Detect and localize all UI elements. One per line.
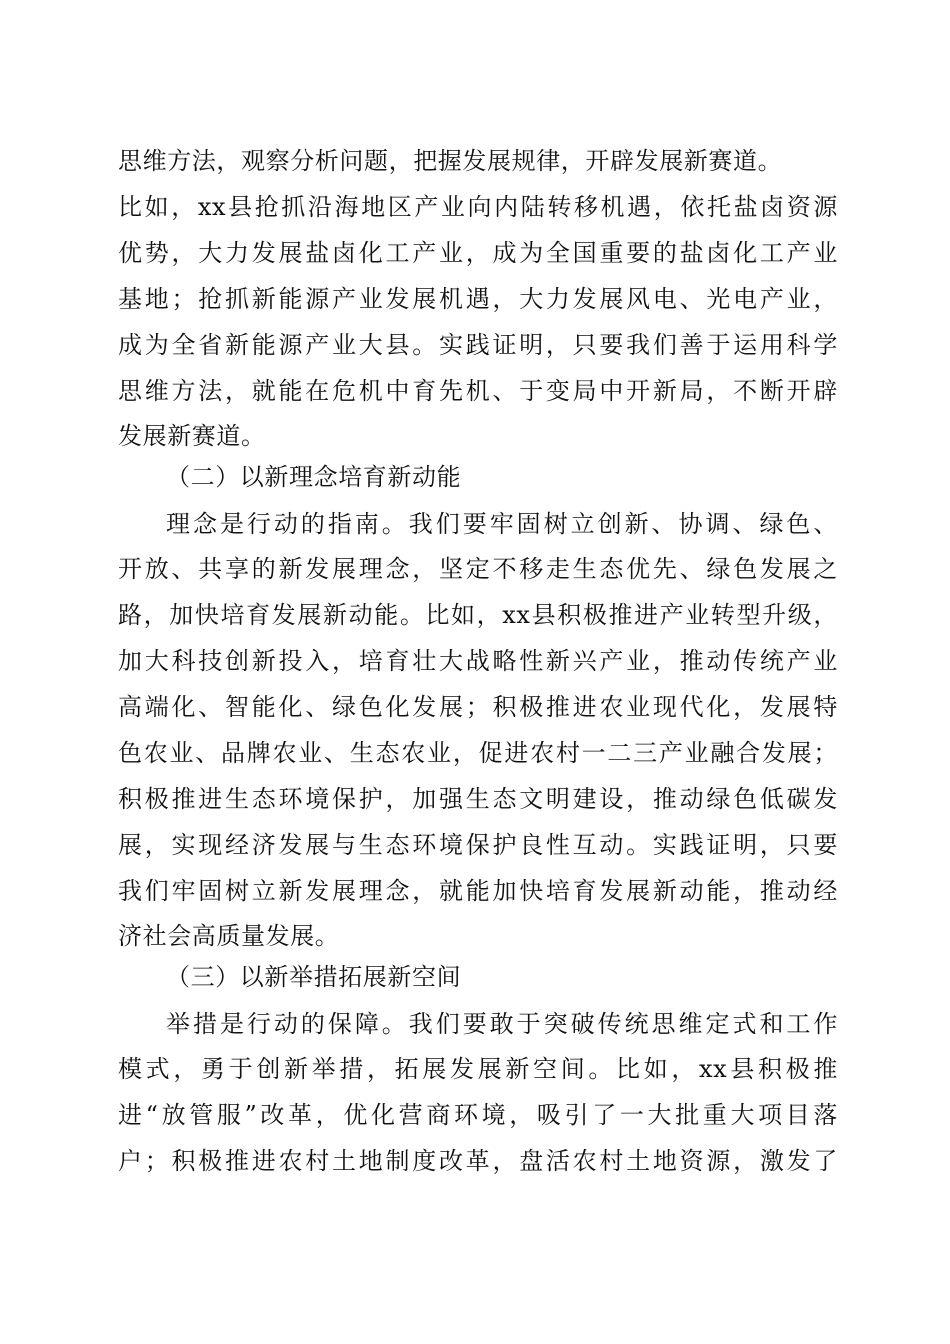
text-line: 理念是行动的指南。我们要牢固树立创新、协调、绿色、 bbox=[166, 510, 838, 538]
text-line: 济社会高质量发展。 bbox=[118, 922, 340, 950]
text-line: 举措是行动的保障。我们要敢于突破传统思维定式和工作 bbox=[166, 1010, 838, 1038]
text-line: 发展新赛道。 bbox=[118, 422, 266, 450]
text-line: 成为全省新能源产业大县。实践证明，只要我们善于运用科学 bbox=[118, 331, 838, 359]
text-line: 加大科技创新投入，培育壮大战略性新兴产业，推动传统产业 bbox=[118, 647, 838, 675]
text-line: 基地；抢抓新能源产业发展机遇，大力发展风电、光电产业， bbox=[118, 285, 838, 313]
text-line: 思维方法，观察分析问题，把握发展规律，开辟发展新赛道。 bbox=[118, 147, 783, 175]
text-line: 思维方法，就能在危机中育先机、于变局中开新局，不断开辟 bbox=[118, 377, 838, 405]
text-line: 高端化、智能化、绿色化发展；积极推进农业现代化，发展特 bbox=[118, 693, 838, 721]
text-line: 户；积极推进农村土地制度改革，盘活农村土地资源，激发了 bbox=[118, 1147, 838, 1175]
text-line: 展，实现经济发展与生态环境保护良性互动。实践证明，只要 bbox=[118, 831, 838, 859]
text-line: 进“放管服”改革，优化营商环境，吸引了一大批重大项目落 bbox=[118, 1101, 838, 1129]
text-line: 优势，大力发展盐卤化工产业，成为全国重要的盐卤化工产业 bbox=[118, 239, 838, 267]
text-line: 我们牢固树立新发展理念，就能加快培育发展新动能，推动经 bbox=[118, 877, 838, 905]
text-line: 模式，勇于创新举措，拓展发展新空间。比如，xx县积极推 bbox=[118, 1055, 838, 1083]
section-heading: （二）以新理念培育新动能 bbox=[166, 463, 462, 491]
text-line: 开放、共享的新发展理念，坚定不移走生态优先、绿色发展之 bbox=[118, 555, 838, 583]
text-line: 比如，xx县抢抓沿海地区产业向内陆转移机遇，依托盐卤资源 bbox=[118, 193, 838, 221]
text-line: 积极推进生态环境保护，加强生态文明建设，推动绿色低碳发 bbox=[118, 785, 838, 813]
text-line: 色农业、品牌农业、生态农业，促进农村一二三产业融合发展； bbox=[118, 739, 838, 767]
section-heading: （三）以新举措拓展新空间 bbox=[166, 963, 462, 991]
text-line: 路，加快培育发展新动能。比如，xx县积极推进产业转型升级， bbox=[118, 601, 838, 629]
